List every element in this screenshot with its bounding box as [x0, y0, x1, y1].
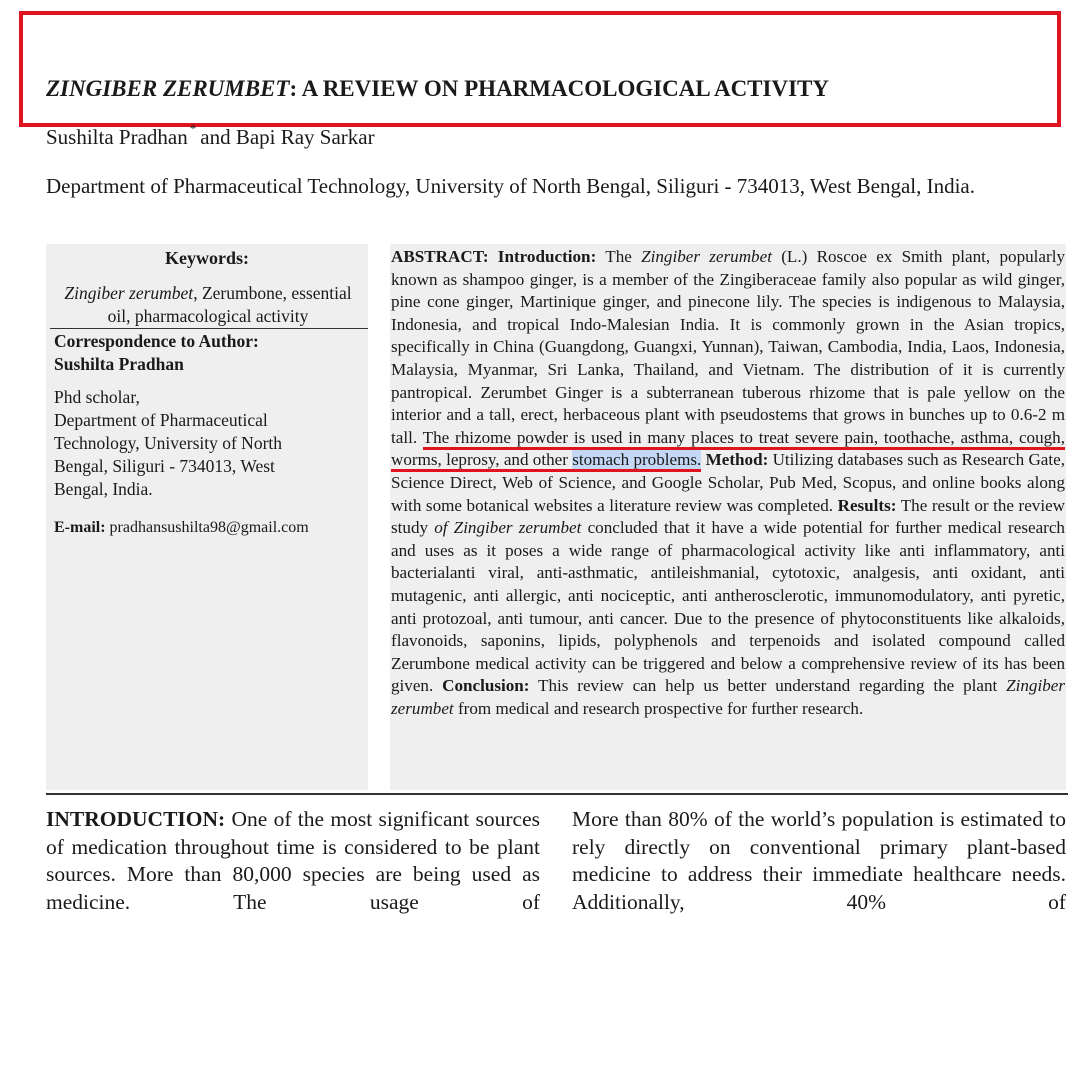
title-highlight-box	[19, 11, 1061, 127]
correspondence-address	[54, 386, 366, 501]
email-link[interactable]: pradhansushilta98@gmail.com	[109, 519, 309, 536]
results-body: concluded that it have a wide potential for further medical research and uses as it poses a wide range of pharmacological activity like anti inflammatory, anti bacterialanti viral, anti-asthmatic, antileishmanial, cytotoxic, analgesis, anti oxidant, anti mutagenic, anti allergic, anti nociceptic, anti antherosclerotic, immunomodulatory, anti pyretic, anti protozoal, anti tumour, anti cancer. Due to the presence of phytoconstituents like alkaloids, flavonoids, saponins, lipids, polyphenols and terpenoids and isolated compound called Zerumbone medical activity can be triggered and below a comprehensive review of its has been given.	[391, 518, 1065, 696]
section-divider	[46, 793, 1068, 795]
keywords-divider	[50, 328, 368, 329]
introduction-label: Introduction:	[497, 247, 597, 266]
address-line-city: Bengal, Siliguri - 734013, West	[54, 456, 275, 476]
keywords-rest: , Zerumbone, essential oil, pharmacological activity	[107, 283, 352, 326]
results-label: Results:	[837, 495, 897, 515]
keywords-text	[52, 282, 364, 328]
author-1: Sushilta Pradhan	[46, 125, 188, 149]
email-line	[54, 519, 372, 537]
title-species: ZINGIBER ZERUMBET	[46, 76, 290, 101]
authors	[46, 121, 375, 150]
address-line-dept: Department of Pharmaceutical	[54, 410, 268, 430]
correspondence-name: Sushilta Pradhan	[54, 354, 184, 374]
author-2: and Bapi Ray Sarkar	[200, 125, 375, 149]
underlined-sentence: The rhizome powder is used in many places to treat severe pain, toothache, asthma, cough, worms, leprosy, and other	[391, 428, 1065, 473]
abstract-text	[391, 246, 1065, 720]
affiliation: Department of Pharmaceutical Technology, University of North Bengal, Siliguri - 734013, West Bengal, India.	[46, 174, 975, 198]
title-rest: : A REVIEW ON PHARMACOLOGICAL ACTIVITY	[289, 76, 829, 101]
selected-text[interactable]: stomach problems.	[572, 450, 701, 472]
corresponding-mark: *	[189, 121, 197, 136]
address-line-univ: Technology, University of North	[54, 433, 283, 453]
introduction-column-right: More than 80% of the world’s population is estimated to rely directly on conventional primary plant-based medicine to address their immediate healthcare needs. Additionally, 40% of	[572, 807, 1066, 914]
results-species: of Zingiber zerumbet	[434, 518, 582, 538]
conclusion-start: This review can help us better understand regarding the plant	[538, 676, 998, 696]
correspondence-heading	[54, 330, 366, 376]
introduction-left-text: One of the most significant sources of medication throughout time is considered to be plant sources. More than 80,000 species are being used as medicine. The usage of	[46, 807, 540, 914]
conclusion-end: from medical and research prospective for further research.	[457, 698, 864, 718]
abstract-intro-start: The	[605, 247, 632, 266]
email-label: E-mail:	[54, 519, 106, 536]
conclusion-label: Conclusion:	[442, 676, 530, 696]
introduction-column-left	[46, 806, 540, 916]
keywords-sidebar	[46, 244, 368, 790]
method-text: Utilizing databases such as Research Gate, Science Direct, Web of Science, and Google Scholar, Pub Med, Scopus, and online books along with some botanical websites a literature review was completed.	[391, 450, 1065, 515]
introduction-heading: INTRODUCTION:	[46, 807, 226, 831]
species-name: Zingiber zerumbet	[641, 247, 772, 266]
results-start: The result or the review study	[391, 495, 1066, 538]
abstract-intro-body: (L.) Roscoe ex Smith plant, popularly known as shampoo ginger, is a member of the Zingiberaceae family also popular as wild ginger, pine cone ginger, Martinique ginger, and pinecone lily. The species is indigenous to Malaysia, Indonesia, and tropical Indo-Malesian India. It is commonly grown in the Asian tropics, specifically in China (Guangdong, Guangxi, Yunnan), Taiwan, Cambodia, India, Laos, Indonesia, Malaysia, Myanmar, Sri Lanka, Thailand, and Vietnam. The distribution of it is currently pantropical. Zerumbet Ginger is a subterranean tuberous rhizome that is pale yellow on the interior and a tall, erect, herbaceous plant with pseudostems that grows in bunches up to 0.6-2 m tall.	[391, 247, 1065, 447]
keywords-heading: Keywords:	[165, 248, 249, 268]
method-label: Method:	[705, 450, 769, 470]
keyword-species: Zingiber zerumbet	[64, 283, 194, 303]
correspondence-label: Correspondence to Author:	[54, 331, 259, 351]
paper-title	[46, 76, 1056, 102]
address-line-state: Bengal, India.	[54, 479, 153, 499]
address-line-role: Phd scholar,	[54, 387, 140, 407]
conclusion-species: Zingiber zerumbet	[391, 676, 1065, 718]
abstract-label: ABSTRACT:	[391, 247, 489, 266]
